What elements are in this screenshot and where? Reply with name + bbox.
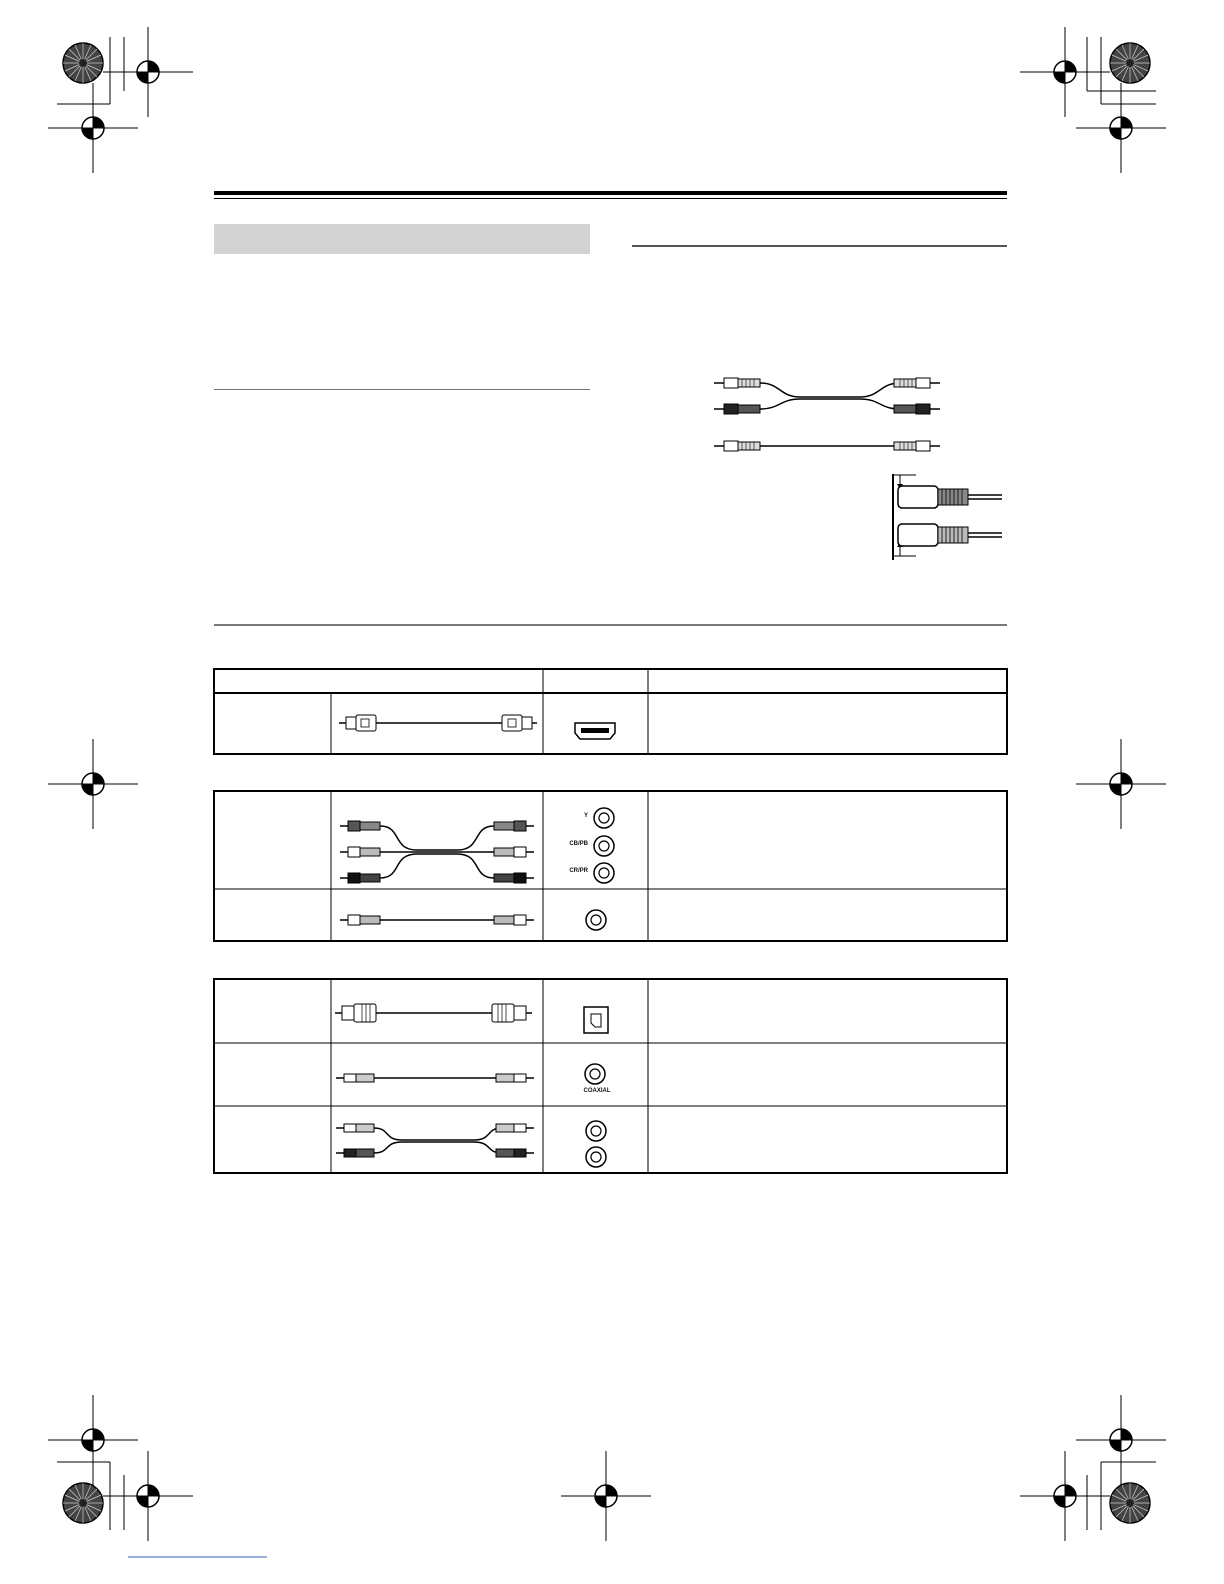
registration-mark-bottom-right-b — [1020, 1451, 1110, 1541]
table-video — [212, 789, 1010, 946]
table-hdmi — [212, 667, 1010, 757]
color-target-bottom-right — [1110, 1483, 1150, 1523]
page-header-rule-thick — [214, 191, 1007, 195]
audio-video-cable-illustration — [700, 368, 950, 458]
composite-video-cable-icon — [340, 915, 534, 925]
plug-insertion-illustration — [880, 472, 1005, 562]
registration-mark-bottom-left-b — [103, 1451, 193, 1541]
jack-label-coaxial: COAXIAL — [583, 1088, 611, 1094]
coaxial-jack-icon — [585, 1064, 605, 1084]
page-header-rule-thin — [214, 198, 1007, 199]
jack-label-y: Y — [583, 813, 588, 819]
coaxial-cable-icon — [336, 1074, 534, 1082]
registration-mark-bottom-center — [561, 1451, 651, 1541]
registration-mark-top-right-b — [1076, 83, 1166, 173]
component-video-jacks-icon — [594, 808, 614, 883]
registration-mark-mid-left — [48, 739, 138, 829]
hdmi-jack-icon — [575, 723, 615, 739]
registration-mark-bottom-left-a — [48, 1395, 138, 1485]
analog-audio-cable-icon — [336, 1124, 534, 1157]
table-audio — [212, 977, 1010, 1177]
composite-video-jack-icon — [586, 910, 606, 930]
color-target-top-right — [1110, 43, 1150, 83]
registration-mark-top-left-a — [103, 27, 193, 117]
registration-mark-top-left-b — [48, 83, 138, 173]
analog-audio-jacks-icon — [586, 1121, 606, 1167]
color-target-bottom-left — [63, 1483, 103, 1523]
optical-jack-icon — [584, 1007, 608, 1033]
cable-table-heading-rule — [214, 624, 1007, 626]
registration-mark-mid-right — [1076, 739, 1166, 829]
jack-label-cb: CB/PB — [569, 841, 588, 847]
component-video-cable-icon — [340, 821, 534, 883]
section-title-bar — [214, 224, 590, 254]
optical-cable-icon — [335, 1004, 532, 1022]
hdmi-cable-icon — [339, 715, 537, 731]
registration-mark-top-right-a — [1020, 27, 1110, 117]
color-target-top-left — [63, 43, 103, 83]
left-column-subheading-rule — [214, 389, 590, 390]
right-column-heading-rule — [632, 245, 1007, 247]
registration-mark-bottom-right-a — [1076, 1395, 1166, 1485]
jack-label-cr: CR/PR — [569, 868, 588, 874]
